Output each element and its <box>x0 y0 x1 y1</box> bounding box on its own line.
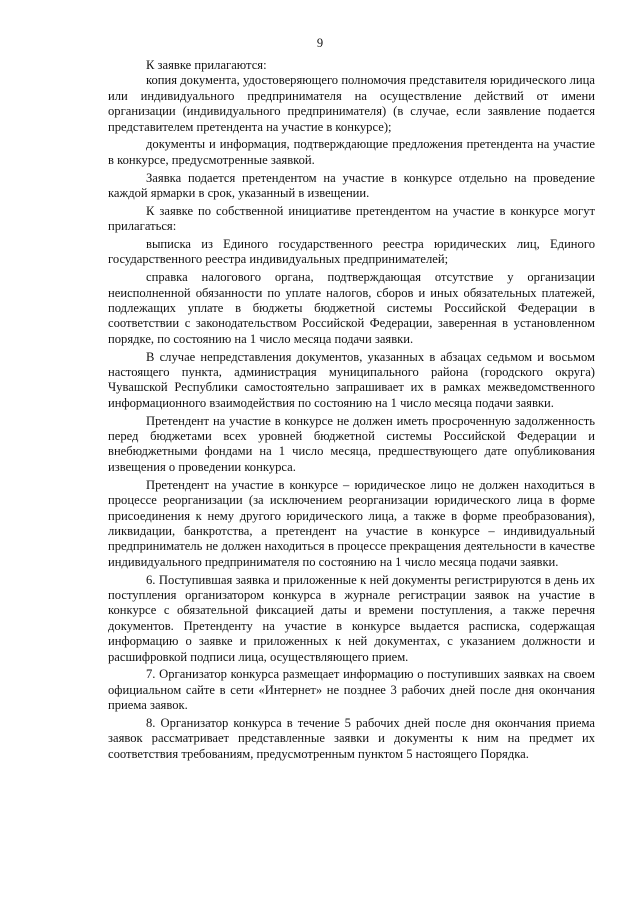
paragraph-tax-certificate: справка налогового органа, подтверждающая отсутствие у организации неисполненной обязанности по уплате налогов, сборов и иных обязательных платежей, подлежащих уплате в бюджеты бюджетной системы Российской Федерации в соответствии с законодательством Российской Федерации, заверенная в установленном порядке, по состоянию на 1 число месяца подачи заявки. <box>108 270 595 346</box>
paragraph-no-overdue-debt: Претендент на участие в конкурсе не должен иметь просроченную задолженность перед бюджетами всех уровней бюджетной системы Российской Федерации и внебюджетными фондами на 1 число месяца, предшествующего дате опубликования извещения о проведении конкурса. <box>108 413 595 474</box>
paragraph-item-6-registration: 6. Поступившая заявка и приложенные к ней документы регистрируются в день их поступления организатором конкурса в журнале регистрации заявок на участие в конкурсе с обязательной фиксацией даты и времени поступления, а также перечня документов. Претенденту на участие в конкурсе выдается расписка, содержащая информацию о заявке и приложенных к ней документах, с указанием должности и расшифровкой подписи лица, осуществляющего прием. <box>108 572 595 664</box>
paragraph-registry-extract: выписка из Единого государственного реестра юридических лиц, Единого государственного реестра индивидуальных предпринимателей; <box>108 237 595 267</box>
document-body <box>108 58 595 765</box>
paragraph-interagency-request: В случае непредставления документов, указанных в абзацах седьмом и восьмом настоящего пункта, администрация муниципального района (городского округа) Чувашской Республики самостоятельно запрашивает их в рамках межведомственного информационного взаимодействия по состоянию на 1 число месяца подачи заявки. <box>108 349 595 410</box>
paragraph-item-7-publication: 7. Организатор конкурса размещает информацию о поступивших заявках на своем официальном сайте в сети «Интернет» не позднее 3 рабочих дней после дня окончания приема заявок. <box>108 667 595 713</box>
paragraph-item-8-review: 8. Организатор конкурса в течение 5 рабочих дней после дня окончания приема заявок рассматривает представленные заявки и документы к ним на предмет их соответствия требованиям, предусмотренным пунктом 5 настоящего Порядка. <box>108 715 595 761</box>
paragraph-application-per-fair: Заявка подается претендентом на участие в конкурсе отдельно на проведение каждой ярмарки в срок, указанный в извещении. <box>108 170 595 201</box>
paragraph-representative-authority: копия документа, удостоверяющего полномочия представителя юридического лица или индивидуального предпринимателя на осуществление действий от имени организации (индивидуального предпринимателя) (в случае, если заявление подается представителем претендента на участие в конкурсе); <box>108 73 595 134</box>
paragraph-attachments-heading: К заявке прилагаются: <box>146 58 267 72</box>
paragraph-reorganization: Претендент на участие в конкурсе – юридическое лицо не должен находиться в процессе реорганизации (за исключением реорганизации юридического лица в форме присоединения к нему другого юридического лица, а также в форме преобразования), ликвидации, банкротства, а претендент на участие в конкурсе – индивидуальный предприниматель не должен находиться в процессе прекращения деятельности в качестве индивидуального предпринимателя по состоянию на 1 число месяца подачи заявки. <box>108 477 595 569</box>
paragraph-optional-attachments: К заявке по собственной инициативе претендентом на участие в конкурсе могут прилагаться: <box>108 203 595 234</box>
page-number: 9 <box>316 36 324 50</box>
paragraph-proposal-documents: документы и информация, подтверждающие предложения претендента на участие в конкурсе, предусмотренные заявкой. <box>108 137 595 167</box>
